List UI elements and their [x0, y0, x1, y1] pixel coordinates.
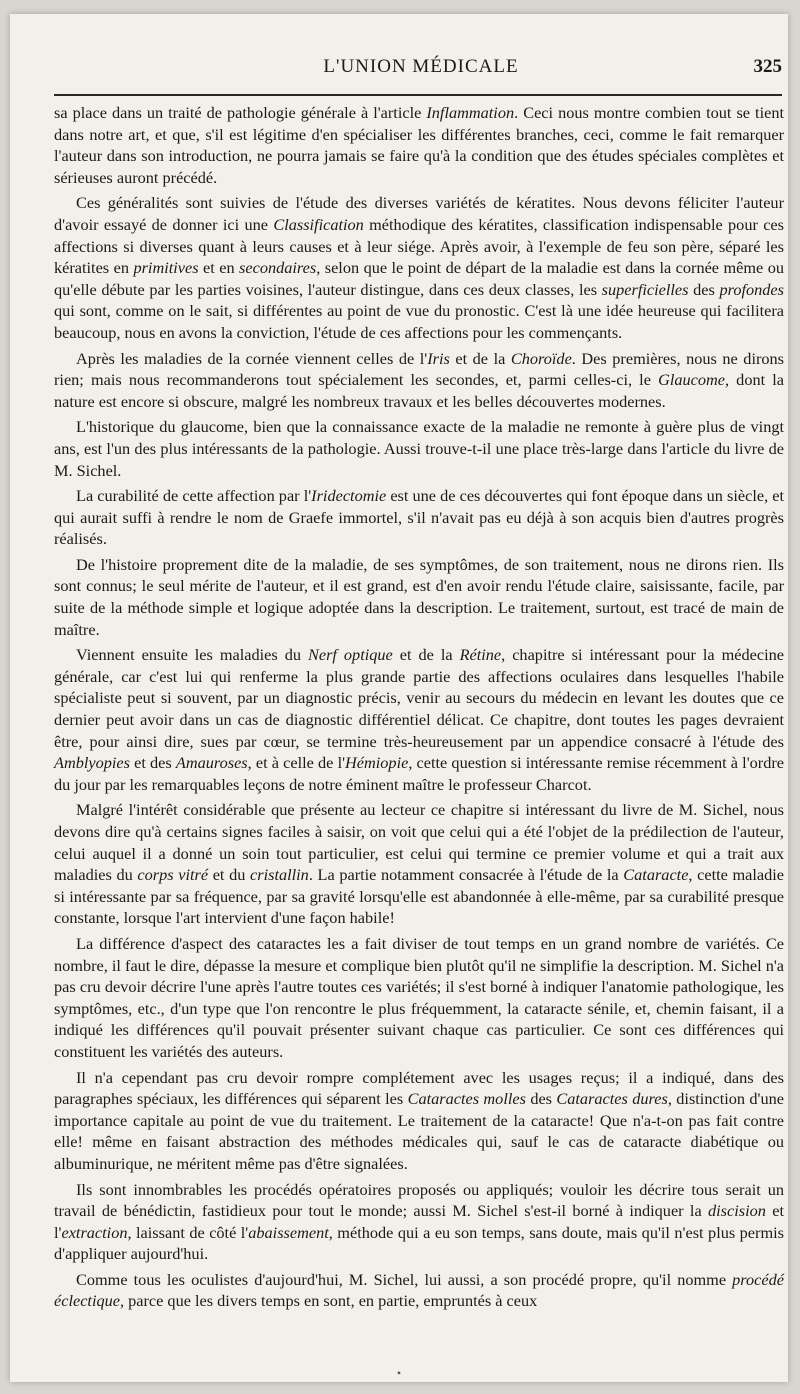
- text-run: qui sont, comme on le sait, si différentes au point de vue du pronostic. C'est là une idée heureuse qui facilitera beaucoup, nous en avons la conviction, l'étude de ces affections pour les commençants.: [54, 301, 784, 342]
- text-run: . Des premières, nous ne dirons rien; mais nous recommanderons tout spécialement les secondes, et, parmi celles-ci, le: [54, 348, 785, 390]
- italic-term: Classification: [273, 214, 364, 234]
- paragraph: [54, 644, 784, 795]
- text-run: , selon que le point de départ de la maladie est dans la cornée même ou qu'elle débute par les parties voisines, l'auteur distingue, dans ces deux classes, les: [54, 258, 785, 299]
- text-run: et de la: [449, 348, 511, 368]
- text-run: Ces généralités sont suivies de l'étude des diverses variétés de kératites. Nous devons féliciter l'auteur d'avoir essayé de donner ici une: [54, 193, 784, 234]
- italic-term: Choroïde: [510, 348, 572, 368]
- text-run: . Ceci nous montre combien tout se tient dans notre art, et que, s'il est légitime d'en spécialiser les différentes branches, ceci, comme le fait remarquer l'auteur dans son introduction, ne pourra jamais se faire qu'à la condition que des études spéciales complètes et sérieuses auront précédé.: [54, 103, 784, 187]
- text-run: sa place dans un traité de pathologie générale à l'article: [54, 103, 427, 122]
- header-rule: [54, 94, 782, 96]
- text-run: , parce que les divers temps en sont, en partie, empruntés à ceux: [119, 1291, 538, 1311]
- text-run: et des: [129, 753, 176, 773]
- text-run: Après les maladies de la cornée viennent celles de l': [76, 348, 428, 368]
- text-run: , cette maladie si intéressante par sa fréquence, par sa gravité lorsqu'elle est abandonnée à elle-même, par sa curabilité presque constante, lorsque l'art intervient d'une façon habile!: [54, 865, 785, 928]
- text-run: L'historique du glaucome, bien que la connaissance exacte de la maladie ne remonte à guère plus de vingt ans, est l'un des plus intéressants de la pathologie. Aussi trouve-t-il une place très-large dans l'article du livre de M. Sichel.: [54, 417, 784, 480]
- document-page: [10, 14, 788, 1382]
- page-header: [54, 56, 788, 86]
- text-run: et de la: [392, 645, 460, 665]
- text-run: La curabilité de cette affection par l': [76, 486, 312, 506]
- text-run: et l': [54, 1201, 784, 1242]
- italic-term: procédé éclectique: [54, 1269, 784, 1311]
- text-run: , laissant de côté l': [127, 1222, 249, 1242]
- page-number: 325: [753, 56, 782, 77]
- running-title: L'UNION MÉDICALE: [323, 56, 519, 77]
- italic-term: discision: [708, 1201, 766, 1221]
- italic-term: corps vitré: [137, 865, 209, 885]
- paragraph: [54, 1179, 784, 1265]
- text-run: des: [525, 1089, 557, 1109]
- text-run: La différence d'aspect des cataractes les a fait diviser de tout temps en un grand nombre de variétés. Ce nombre, il faut le dire, dépasse la mesure et complique bien plutôt qu'il ne simplifie la description. M. Sichel n'a pas cru devoir décrire l'une après l'autre toutes ces variétés; il s'est borné à indiquer l'anatomie pathologique, les symptômes, etc., d'un type que l'on rencontre le plus fréquemment, la cataracte sénile, et, chemin faisant, il a indiqué les différences qu'il pouvait présenter suivant chaque cas particulier. Ce sont ces différences qui constituent les variétés des auteurs.: [54, 933, 784, 1061]
- italic-term: cristallin: [250, 865, 309, 885]
- paragraph: [54, 1067, 784, 1175]
- italic-term: Hémiopie: [345, 753, 409, 773]
- paragraph: [54, 102, 784, 188]
- text-run: des: [688, 279, 720, 299]
- italic-term: Iris: [427, 348, 450, 368]
- italic-term: Cataractes dures: [556, 1089, 668, 1109]
- italic-term: abaissement: [248, 1222, 329, 1242]
- italic-term: Amauroses: [175, 753, 248, 773]
- italic-term: Rétine: [459, 645, 502, 665]
- text-run: Viennent ensuite les maladies du: [76, 645, 308, 665]
- paragraph: [54, 554, 784, 640]
- text-run: Comme tous les oculistes d'aujourd'hui, M. Sichel, lui aussi, a son procédé propre, qu'il nomme: [76, 1269, 733, 1289]
- text-run: méthodique des kératites, classification indispensable pour ces affections si diverses quant à leurs causes et à leur siége. Après avoir, à l'exemple de feu son père, séparé les kératites en: [54, 214, 784, 278]
- text-run: . La partie notamment consacrée à l'étude de la: [308, 865, 624, 885]
- text-run: Il n'a cependant pas cru devoir rompre complétement avec les usages reçus; il a indiqué, dans des paragraphes spéciaux, les différences qui séparent les: [54, 1067, 784, 1109]
- italic-term: profondes: [719, 279, 784, 299]
- paragraph: [54, 485, 784, 550]
- text-run: , distinction d'une importance capitale au point de vue du traitement. Le traitement de la cataracte! Que n'a-t-on pas fait contre elle! même en faisant abstraction des méthodes médicales qui, sauf le cas de cataracte diabétique ou albuminurique, ne méritent même pas d'être signalées.: [54, 1089, 784, 1173]
- italic-term: Cataracte: [623, 865, 689, 885]
- paragraph: [54, 416, 784, 481]
- italic-term: Inflammation: [426, 103, 515, 122]
- article-body: [54, 102, 784, 1316]
- italic-term: superficielles: [601, 279, 689, 299]
- text-run: Ils sont innombrables les procédés opératoires proposés ou appliqués; vouloir les décrire tous serait un travail de bénédictin, fastidieux pour tout le monde; aussi M. Sichel s'est-il borné à indiquer la: [54, 1179, 784, 1221]
- text-run: , dont la nature est encore si obscure, malgré les nombreux travaux et les belles découvertes modernes.: [54, 370, 784, 411]
- text-run: , chapitre si intéressant pour la médecine générale, car c'est lui qui renferme la plus grande partie des affections oculaires dans lesquelles l'habile spécialiste peut si souvent, par un diagnostic précis, venir au secours du médecin en levant les doutes que ce dernier peut avoir dans un cas de diagnostic différentiel délicat. Ce chapitre, dont toutes les pages devraient être, pour ainsi dire, sues par cœur, se termine très-heureusement par un appendice consacré à l'étude des: [54, 645, 785, 751]
- paragraph: [54, 933, 784, 1063]
- text-run: est une de ces découvertes qui font époque dans un siècle, et qui aurait suffi à rendre le nom de Graefe immortel, s'il n'avait pas eu déjà à son acquis bien d'autres progrès réalisés.: [54, 486, 785, 549]
- italic-term: Amblyopies: [54, 753, 130, 773]
- italic-term: secondaires: [239, 258, 317, 278]
- paragraph: [54, 1269, 784, 1312]
- italic-term: Cataractes molles: [407, 1089, 526, 1109]
- text-run: Malgré l'intérêt considérable que présente au lecteur ce chapitre si intéressant du livre de M. Sichel, nous devons dire qu'à certains signes faciles à saisir, on voit que celui qui a été l'objet de la prédilection de l'auteur, celui auquel il a donné un soin tout particulier, est celui qui termine ce premier volume et qui a trait aux maladies du: [54, 800, 784, 885]
- paragraph: [54, 192, 784, 343]
- italic-term: primitives: [133, 258, 199, 278]
- paragraph: [54, 348, 784, 413]
- text-run: De l'histoire proprement dite de la maladie, de ses symptômes, de son traitement, nous ne dirons rien. Ils sont connus; le seul mérite de l'auteur, et il est grand, est d'en avoir rendu l'étude claire, saisissante, facile, par suite de la méthode simple et logique adoptée dans la description. Le traitement, surtout, est tracé de main de maître.: [54, 554, 784, 639]
- italic-term: Nerf optique: [307, 645, 393, 665]
- text-run: et en: [198, 258, 240, 278]
- italic-term: Glaucome: [658, 370, 725, 390]
- footer-mark: •: [396, 1366, 402, 1380]
- paragraph: [54, 799, 784, 929]
- italic-term: extraction: [61, 1222, 128, 1242]
- text-run: , méthode qui a eu son temps, sans doute, mais qu'il n'est plus permis d'appliquer aujourd'hui.: [54, 1222, 784, 1264]
- text-run: , cette question si intéressante remise récemment à l'ordre du jour par les remarquables leçons de notre éminent maître le professeur Charcot.: [54, 753, 784, 794]
- text-run: , et à celle de l': [247, 753, 346, 773]
- text-run: et du: [208, 865, 251, 885]
- italic-term: Iridectomie: [311, 486, 387, 506]
